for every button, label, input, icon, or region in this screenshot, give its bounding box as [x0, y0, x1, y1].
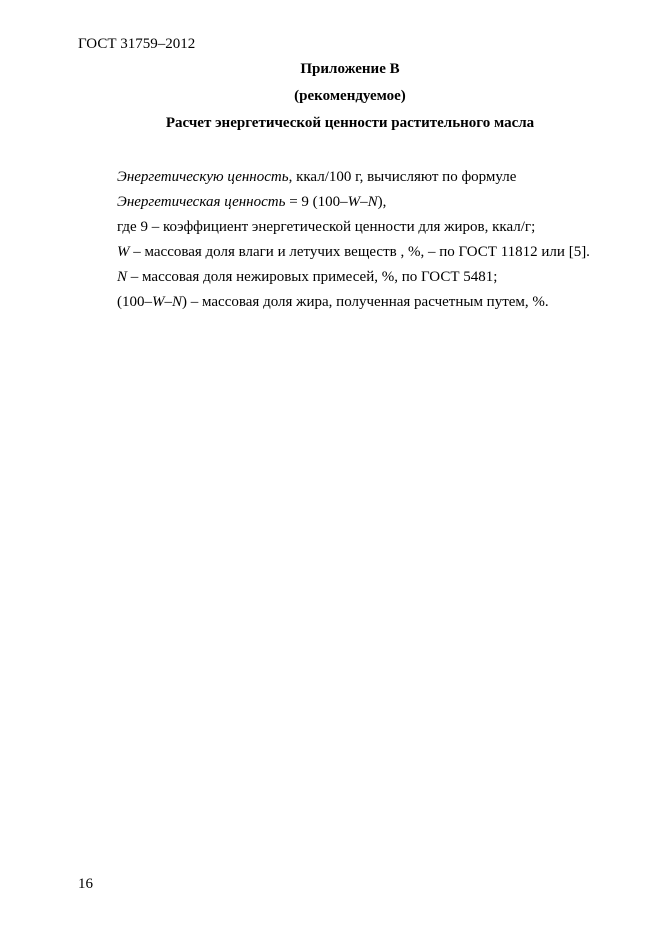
body-line-5 — [117, 269, 497, 286]
var-w: W — [117, 244, 130, 260]
var-n: N — [117, 269, 128, 285]
var-w: W — [152, 294, 165, 310]
text: – — [164, 294, 172, 310]
body-line-6 — [117, 294, 549, 311]
appendix-title: Приложение В — [300, 61, 400, 77]
text: = 9 (100– — [285, 194, 348, 210]
formula-line — [117, 194, 386, 211]
text: – массовая доля влаги и летучих веществ , %, – по ГОСТ 11812 или [5]. — [129, 244, 590, 260]
page-number: 16 — [78, 876, 93, 892]
body-line-3 — [117, 219, 535, 236]
italic-term: Энергетическая ценность — [117, 194, 286, 210]
text: – массовая доля нежировых примесей, %, по ГОСТ 5481; — [127, 269, 498, 285]
body-line-1 — [117, 169, 516, 186]
text: ) – массовая доля жира, полученная расчетным путем, %. — [182, 294, 549, 310]
var-n: N — [172, 294, 183, 310]
italic-term: Энергетическую ценность — [117, 169, 289, 185]
text: где 9 – коэффициент энергетической ценности для жиров, ккал/г; — [117, 219, 536, 235]
body-line-4 — [117, 244, 590, 261]
text: – — [360, 194, 368, 210]
text: (100– — [117, 294, 152, 310]
appendix-heading: Расчет энергетической ценности растительного масла — [165, 115, 535, 131]
text: ), — [377, 194, 387, 210]
var-n: N — [367, 194, 378, 210]
document-header: ГОСТ 31759–2012 — [78, 36, 196, 52]
var-w: W — [347, 194, 361, 210]
appendix-subtitle: (рекомендуемое) — [294, 88, 406, 104]
text: , ккал/100 г, вычисляют по формуле — [288, 169, 517, 185]
